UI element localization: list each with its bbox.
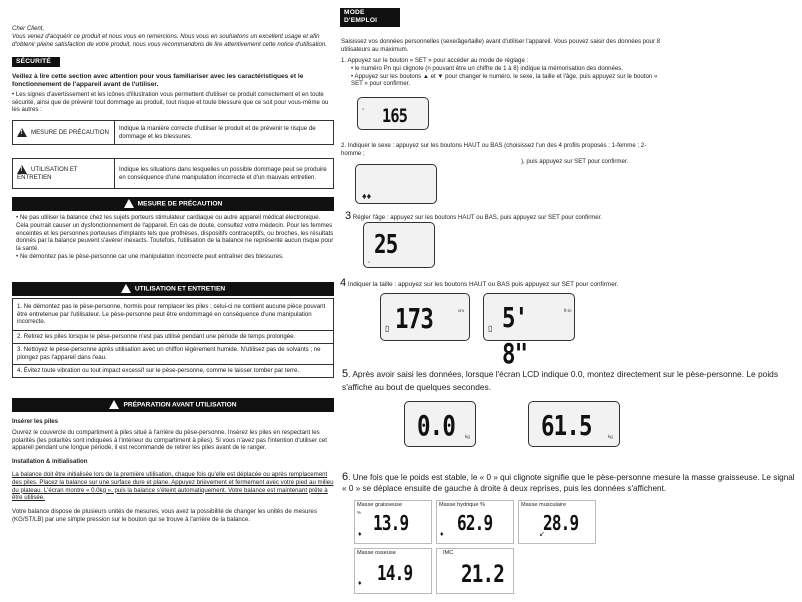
lcd-step4a — [380, 293, 470, 341]
entretien-item: 2. Retirez les piles lorsque le pèse-personne n'est pas utilisé pendant une période de temps prolongée. — [13, 331, 334, 344]
person-icon: ♦ — [358, 531, 362, 538]
mode-step3 — [345, 209, 665, 223]
mode-step6: 6. Une fois que le poids est stable, le « 0 » qui clignote signifie que le pèse-personne mesure la masse graisseuse. Le signal « 0 » se déplace ensuite de gauche à droite à deux reprises, puis les données s'affichent. — [342, 471, 795, 494]
mode-step4 — [340, 276, 690, 290]
preparation-text1: Ouvrez le couvercle du compartiment à piles situé à l'arrière du pèse-personne. Insérez les piles en respectant les polarités (les polarités sont indiquées à l'intérieur du compartiment à piles). Si vous n'avez pas l'intention d'utiliser cet appareil pendant une longue période, il est recommandé de retirer les piles avant de le ranger. — [12, 428, 327, 452]
precaution-label-cell — [13, 121, 115, 145]
result-value: 62.9 — [457, 511, 493, 535]
result-fat — [354, 500, 432, 544]
step5-text: Après avoir saisi les données, lorsque l'écran LCD indique 0.0, montez directement sur le pèse-personne. Le poids s'affiche au bout de quelques secondes. — [342, 369, 779, 392]
person-icon: ♦ — [440, 531, 444, 538]
entretien-item: 1. Ne démontez pas le pèse-personne, hormis pour remplacer les piles ; celui-ci ne contient aucune pièce pouvant être entretenue par l'utilisateur. Le pèse-personne peut être endommagé en conséquence d'une manipulation incorrecte. — [13, 299, 334, 331]
entretien-item: 4. Évitez toute vibration ou tout impact excessif sur le pèse-personne, comme le laisser tomber par terre. — [13, 364, 334, 377]
entretien-heading — [12, 282, 334, 296]
intro — [12, 25, 337, 48]
result-imc — [436, 548, 514, 594]
result-value: 28.9 — [543, 511, 579, 535]
warning-icon — [121, 284, 131, 293]
intro-text: Vous venez d'acquérir ce produit et nous vous en remercions. Nous vous en souhaitons un excellent usage et afin d'obtenir pleine satisfaction de votre produit, nous vous recommandons de lire attentivement cette notice d'utilisation. — [12, 32, 327, 48]
lcd-value: 5' 8" — [502, 301, 528, 370]
warning-icon — [109, 400, 119, 409]
result-value: 14.9 — [377, 561, 413, 585]
preparation-sub1: Insérer les piles — [12, 418, 59, 425]
mode-intro: Saisissez vos données personnelles (sexe/âge/taille) avant d'utiliser l'appareil. Vous pouvez saisir des données pour 8 utilisateurs au maximum. — [341, 38, 661, 53]
lcd-step5b — [528, 401, 620, 447]
lcd-value: 61.5 — [541, 409, 592, 442]
securite-bullet: • Les signes d'avertissement et les icônes d'illustration vous permettent d'utiliser ce produit correctement et en toute sécurité, ainsi que de prévenir tout dommage au produit, tout risque et toute blessure que ce soit pour vous-même ou les autres : — [12, 90, 329, 114]
result-value: 21.2 — [461, 560, 505, 588]
step2-text: 2. Indiquer le sexe : appuyez sur les boutons HAUT ou BAS (choisissez l'un des 4 profils proposés : 1-femme ; 2-homme ; — [341, 142, 647, 157]
warning-icon — [17, 165, 27, 174]
lcd-value: 25 — [374, 230, 398, 260]
lcd-step1 — [357, 97, 429, 130]
person-icon: ꞈ — [362, 103, 365, 110]
precaution-item: • Ne démontez pas le pèse-personne car une manipulation incorrecte peut entraîner des blessures. — [16, 253, 334, 261]
result-water — [436, 500, 514, 544]
gender-icon: ♦♦ — [362, 191, 372, 201]
securite-text — [12, 73, 337, 114]
step3-text: Régler l'âge : appuyez sur les boutons HAUT ou BAS, puis appuyez sur SET pour confirmer. — [352, 214, 603, 221]
lcd-value: 0.0 — [417, 409, 456, 442]
result-label: Masse hydrique % — [439, 502, 486, 508]
result-unit: % — [357, 510, 362, 515]
preparation-heading — [12, 398, 334, 412]
precaution-list — [16, 214, 334, 261]
intro-greeting: Cher Client, — [12, 25, 45, 32]
result-label: Masse musculaire — [521, 502, 567, 508]
securite-bullet-text: Les signes d'avertissement et les icônes d'illustration vous permettent d'utiliser ce produit correctement et en toute sécurité, ainsi que de prévenir tout dommage au produit, tout risque et toute blessure que ce soit pour vous-même ou les autres : — [12, 90, 329, 114]
row-label: UTILISATION ET ENTRETIEN — [17, 166, 78, 182]
preparation-heading-text: PRÉPARATION AVANT UTILISATION — [123, 401, 237, 409]
result-bone — [354, 548, 432, 594]
step3-num: 3 — [345, 210, 352, 222]
lcd-unit: cm — [458, 308, 464, 313]
result-label: Masse graisseuse — [357, 502, 403, 508]
entretien-table — [12, 298, 334, 378]
mode-step5: 5. Après avoir saisi les données, lorsque l'écran LCD indique 0.0, montez directement sur le pèse-personne. Le poids s'affiche au bout de quelques secondes. — [342, 368, 779, 392]
lcd-unit: ft-in — [564, 308, 572, 313]
step4-num: 4 — [340, 277, 347, 289]
step5-num: 5 — [342, 368, 349, 380]
securite-lead: Veillez à lire cette section avec attention pour vous familiariser avec les caractéristiques et le fonctionnement de l'appareil avant de l'utiliser. — [12, 73, 304, 89]
person-icon: ▯ — [488, 324, 493, 333]
step6-num: 6 — [342, 471, 349, 483]
lcd-unit: kg — [608, 434, 613, 439]
precaution-heading-text: MESURE DE PRÉCAUTION — [137, 200, 223, 208]
step4-text: Indiquer la taille : appuyez sur les boutons HAUT ou BAS puis appuyez sur SET pour confirmer. — [347, 281, 619, 288]
step1-text: 1. Appuyez sur le bouton « SET » pour accéder au mode de réglage : — [341, 57, 529, 64]
lcd-unit: kg — [465, 434, 470, 439]
mode-heading: MODE D'EMPLOI — [340, 8, 400, 27]
result-label: Masse osseuse — [357, 550, 396, 556]
result-value: 13.9 — [373, 511, 409, 535]
arrow-icon: ↙ — [539, 531, 545, 538]
step2b-text: ), puis appuyez sur SET pour confirmer. — [521, 157, 629, 165]
lcd-step5a — [404, 401, 476, 447]
result-label: IMC — [443, 550, 454, 556]
step1b-text: • Appuyez sur les boutons ▲ et ▼ pour changer le numéro, le sexe, la taille et l'âge, puis appuyez sur le bouton « SET » pour confirmer. — [351, 73, 666, 89]
lcd-step4b — [483, 293, 575, 370]
lcd-step2 — [355, 164, 437, 204]
step1a-text: • le numéro Pn qui clignote (n pouvant être un chiffre de 1 à 8) indique la mémorisation des données. — [351, 65, 666, 73]
entretien-heading-text: UTILISATION ET ENTRETIEN — [134, 285, 226, 293]
row-desc: Indique les situations dans lesquelles un possible dommage peut se produire en conséquence d'une manipulation incorrecte et d'un mauvais entretien. — [115, 159, 334, 189]
warning-icon — [17, 128, 27, 137]
preparation-text3: Votre balance dispose de plusieurs unités de mesures, vous avez la possibilité de changer les unités de mesures (KG/ST/LB) par une simple pression sur le bouton qui se trouve à l'arrière de la balance. — [12, 508, 317, 523]
lcd-value: 165 — [382, 105, 408, 127]
person-icon: ꞈ — [368, 256, 371, 263]
mode-step1 — [341, 57, 666, 88]
row-label: MESURE DE PRÉCAUTION — [31, 129, 109, 137]
entretien-label-cell — [13, 159, 115, 189]
preparation-body — [12, 418, 334, 524]
step6-text: Une fois que le poids est stable, le « 0 » qui clignote signifie que le pèse-personne mesure la masse graisseuse. Le signal « 0 » se déplace ensuite de gauche à droite à deux reprises, puis les données s'affichent. — [342, 473, 795, 494]
mode-step2 — [341, 142, 661, 165]
securite-row-1 — [12, 120, 334, 145]
preparation-text2: La balance doit être initialisée lors de la première utilisation, chaque fois qu'elle est déplacée ou après remplacement des piles. Placez la balance sur une surface dure et plane. Appuyez brièvement et fermement avec votre pied au milieu du plateau. L'écran montre « 0.0kg », puis la balance s'éteint automatiquement. Votre balance est maintenant prête à être utilisée. — [12, 470, 334, 502]
warning-icon — [124, 199, 134, 208]
person-icon: ♦ — [358, 580, 362, 587]
securite-heading: SÉCURITÉ — [12, 57, 60, 67]
lcd-step3 — [363, 222, 435, 268]
precaution-item: • Ne pas utiliser la balance chez les sujets porteurs stimulateur cardiaque ou autre appareil médical électronique. Cela pourrait causer un dysfonctionnement de l'appareil. En cas de doute, consultez votre médecin. Pour les femmes enceintes et les personnes porteuses d'implants tels que prothèses, dispositifs contraceptifs, ou broches, les résultats donnés par la balance peuvent s'avérer inexacts. Toutefois, l'utilisation de la balance ne représente aucun risque pour la santé. — [16, 214, 334, 253]
securite-row-2 — [12, 158, 334, 189]
preparation-sub2: Installation & initialisation — [12, 458, 88, 466]
entretien-item: 3. Nettoyez le pèse-personne après utilisation avec un chiffon légèrement humide. N'utilisez pas de solvants ; ne plongez pas l'appareil dans l'eau. — [13, 343, 334, 364]
lcd-value: 173 — [395, 302, 434, 335]
person-icon: ▯ — [385, 324, 390, 333]
row-desc: Indique la manière correcte d'utiliser le produit et de prévenir le risque de dommage et les blessures. — [115, 121, 334, 145]
result-muscle — [518, 500, 596, 544]
precaution-heading — [12, 197, 334, 211]
